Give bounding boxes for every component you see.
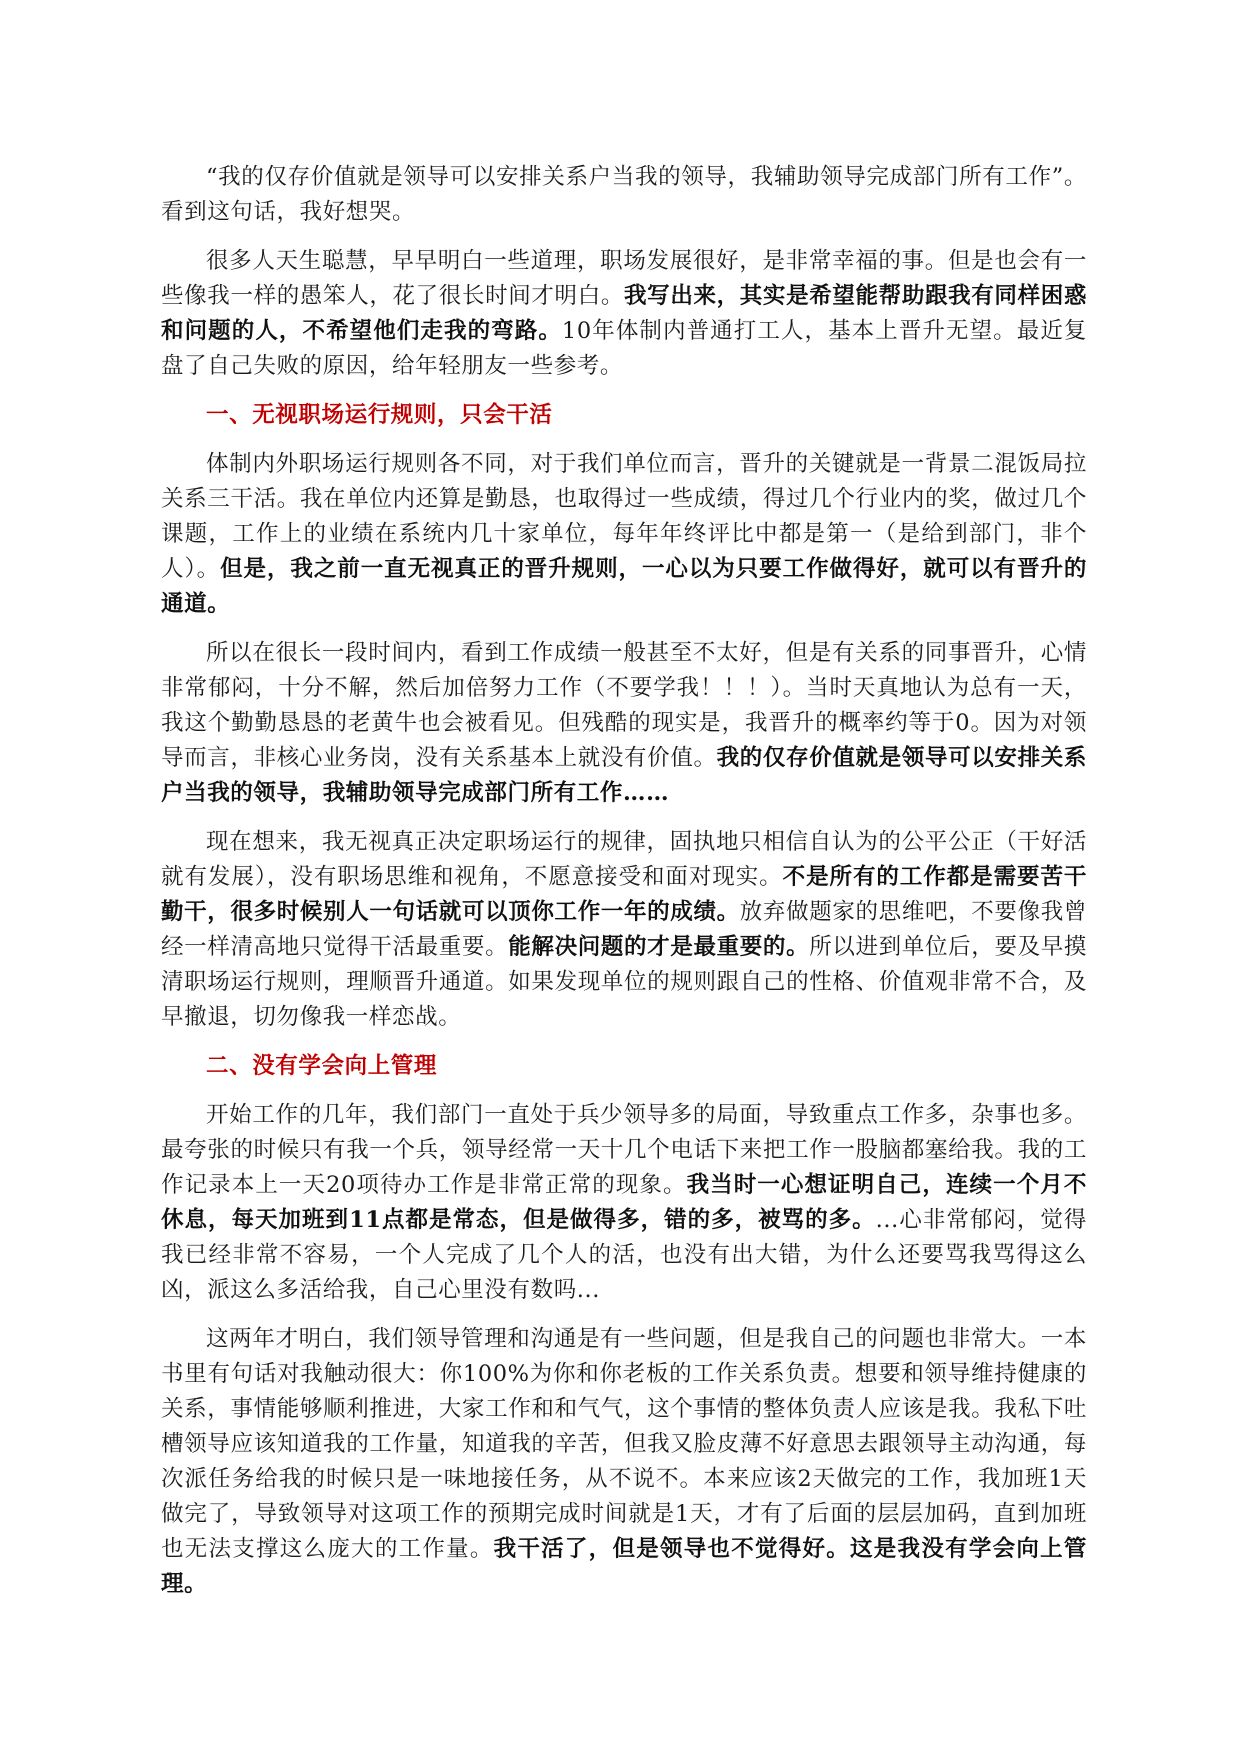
- paragraph-rules: [161, 447, 1087, 622]
- text-run: 这两年才明白，我们领导管理和沟通是有一些问题，但是我自己的问题也非常大。一本书里有句话对我触动很大：你100%为你和你老板的工作关系负责。想要和领导维持健康的关系，事情能够顺利推进，大家工作和和气气，这个事情的整体负责人应该是我。我私下吐槽领导应该知道我的工作量，知道我的辛苦，但我又脸皮薄不好意思去跟领导主动沟通，每次派任务给我的时候只是一味地接任务，从不说不。本来应该2天做完的工作，我加班1天做完了，导致领导对这项工作的预期完成时间就是1天，才有了后面的层层加码，直到加班也无法支撑这么庞大的工作量。: [161, 1326, 1087, 1562]
- document-page: [161, 160, 1087, 1616]
- bold-text-run: 不是所有的工作都是需要苦干勤干，很多时候别人一句话就可以顶你工作一年的成绩。: [161, 864, 1087, 925]
- text-run: 体制内外职场运行规则各不同，对于我们单位而言，晋升的关键就是一背景二混饭局拉关系三干活。我在单位内还算是勤恳，也取得过一些成绩，得过几个行业内的奖，做过几个课题，工作上的业绩在系统内几十家单位，每年年终评比中都是第一（是给到部门，非个人）。: [161, 451, 1087, 582]
- bold-text-run: 能解决问题的才是最重要的。: [508, 934, 810, 960]
- paragraph-intro: [161, 244, 1087, 384]
- bold-text-run: 我写出来，其实是希望能帮助跟我有同样困惑和问题的人，不希望他们走我的弯路。: [161, 283, 1087, 344]
- text-run: 10年体制内普通打工人，基本上晋升无望。最近复盘了自己失败的原因，给年轻朋友一些参考。: [161, 318, 1087, 379]
- paragraph-managing-up: [161, 1322, 1087, 1602]
- paragraph-quote-intro: [161, 160, 1087, 230]
- text-run: 放弃做题家的思维吧，不要像我曾经一样清高地只觉得干活最重要。: [161, 899, 1087, 960]
- text-run: 所以进到单位后，要及早摸清职场运行规则，理顺晋升通道。如果发现单位的规则跟自己的性格、价值观非常不合，及早撤退，切勿像我一样恋战。: [161, 934, 1087, 1030]
- section-heading-1: 一、无视职场运行规则，只会干活: [206, 402, 553, 428]
- paragraph-promotion: [161, 636, 1087, 811]
- paragraph-workload: [161, 1098, 1087, 1308]
- bold-text-run: 我干活了，但是领导也不觉得好。这是我没有学会向上管理。: [161, 1536, 1087, 1597]
- text-run: ...心非常郁闷，觉得我已经非常不容易，一个人完成了几个人的活，也没有出大错，为什么还要骂我骂得这么凶，派这么多活给我，自己心里没有数吗...: [161, 1207, 1087, 1303]
- bold-text-run: 我当时一心想证明自己，连续一个月不休息，每天加班到11点都是常态，但是做得多，错的多，被骂的多。: [161, 1172, 1087, 1233]
- text-run: 很多人天生聪慧，早早明白一些道理，职场发展很好，是非常幸福的事。但是也会有一些像我一样的愚笨人，花了很长时间才明白。: [161, 248, 1087, 309]
- section-heading-2: 二、没有学会向上管理: [206, 1053, 438, 1079]
- bold-text-run: 我的仅存价值就是领导可以安排关系户当我的领导，我辅助领导完成部门所有工作……: [161, 745, 1087, 806]
- text-run: 开始工作的几年，我们部门一直处于兵少领导多的局面，导致重点工作多，杂事也多。最夸张的时候只有我一个兵，领导经常一天十几个电话下来把工作一股脑都塞给我。我的工作记录本上一天20项待办工作是非常正常的现象。: [161, 1102, 1087, 1198]
- text-run: “我的仅存价值就是领导可以安排关系户当我的领导，我辅助领导完成部门所有工作”。看到这句话，我好想哭。: [161, 164, 1087, 225]
- bold-text-run: 但是，我之前一直无视真正的晋升规则，一心以为只要工作做得好，就可以有晋升的通道。: [161, 556, 1087, 617]
- text-run: 所以在很长一段时间内，看到工作成绩一般甚至不太好，但是有关系的同事晋升，心情非常郁闷，十分不解，然后加倍努力工作（不要学我！！！）。当时天真地认为总有一天，我这个勤勤恳恳的老黄牛也会被看见。但残酷的现实是，我晋升的概率约等于0。因为对领导而言，非核心业务岗，没有关系基本上就没有价值。: [161, 640, 1087, 771]
- paragraph-reflection: [161, 825, 1087, 1035]
- text-run: 现在想来，我无视真正决定职场运行的规律，固执地只相信自认为的公平公正（干好活就有发展），没有职场思维和视角，不愿意接受和面对现实。: [161, 829, 1087, 890]
